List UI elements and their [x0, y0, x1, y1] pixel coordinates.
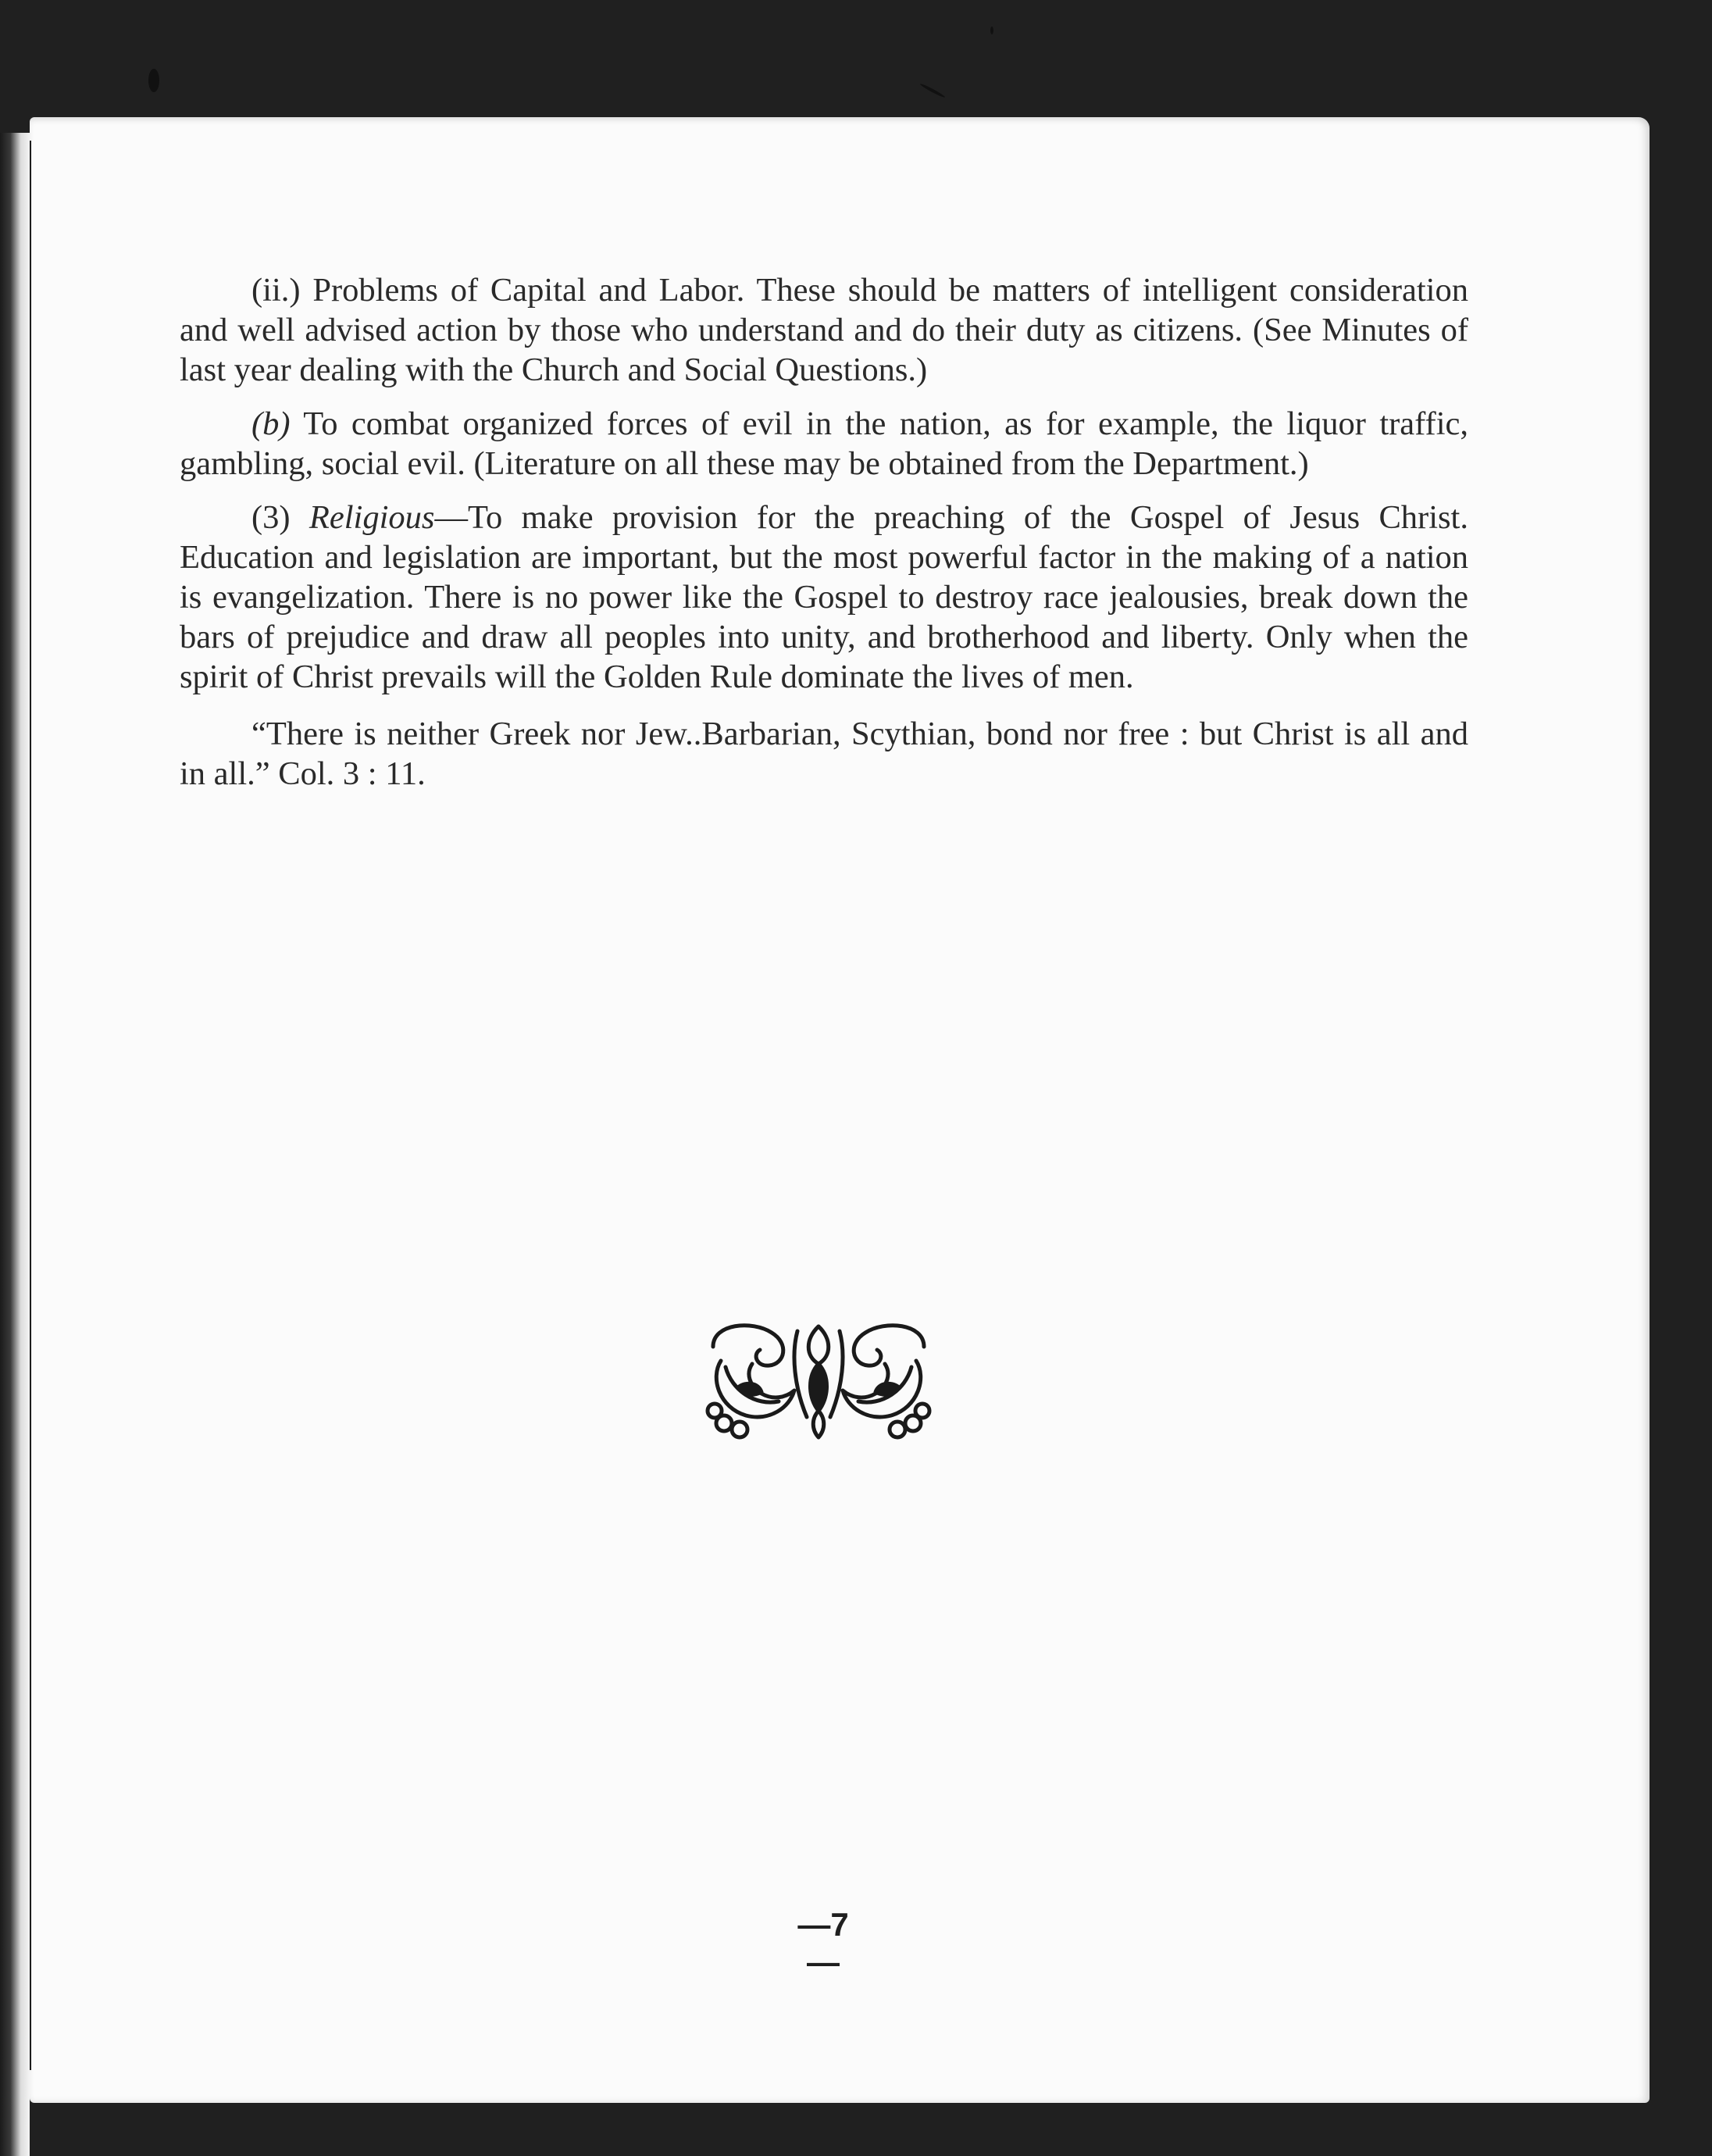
religious-heading: Religious	[309, 499, 435, 536]
paragraph-organized-evil	[180, 404, 1468, 484]
scan-background-edge	[0, 133, 30, 2156]
page-body-text	[180, 270, 1468, 808]
paragraph-organized-evil-text: To combat organized forces of evil in the nation, as for example, the liquor traffic, gambling, social evil. (Literature on all these may be obtained from the Department.)	[180, 405, 1468, 482]
page-number: —7—	[797, 1906, 849, 1980]
list-marker-b: (b)	[251, 405, 291, 442]
scan-speck	[919, 83, 946, 98]
scan-speck	[990, 27, 993, 34]
document-page	[30, 117, 1650, 2103]
floral-ornament-icon	[697, 1315, 940, 1445]
page-gutter-shadow	[30, 141, 31, 2070]
paragraph-religious-text: —To make provision for the preaching of the Gospel of Jesus Christ. Education and legislation are important, but the most powerful factor in the making of a nation is evangelization. There is no power like the Gospel to destroy race jealousies, break down the bars of prejudice and draw all peoples into unity, and brotherhood and liberty. Only when the spirit of Christ prevails will the Golden Rule dominate the lives of men.	[180, 499, 1468, 695]
scripture-quotation: “There is neither Greek nor Jew..Barbarian, Scythian, bond nor free : but Christ is all and in all.” Col. 3 : 11.	[180, 716, 1468, 792]
paragraph-capital-labor: (ii.) Problems of Capital and Labor. These should be matters of intelligent consideration and well advised action by those who understand and do their duty as citizens. (See Minutes of last year dealing with the Church and Social Questions.)	[180, 272, 1468, 388]
scan-speck	[148, 69, 159, 92]
paragraph-religious	[180, 498, 1468, 697]
list-marker-3: (3)	[251, 499, 309, 536]
